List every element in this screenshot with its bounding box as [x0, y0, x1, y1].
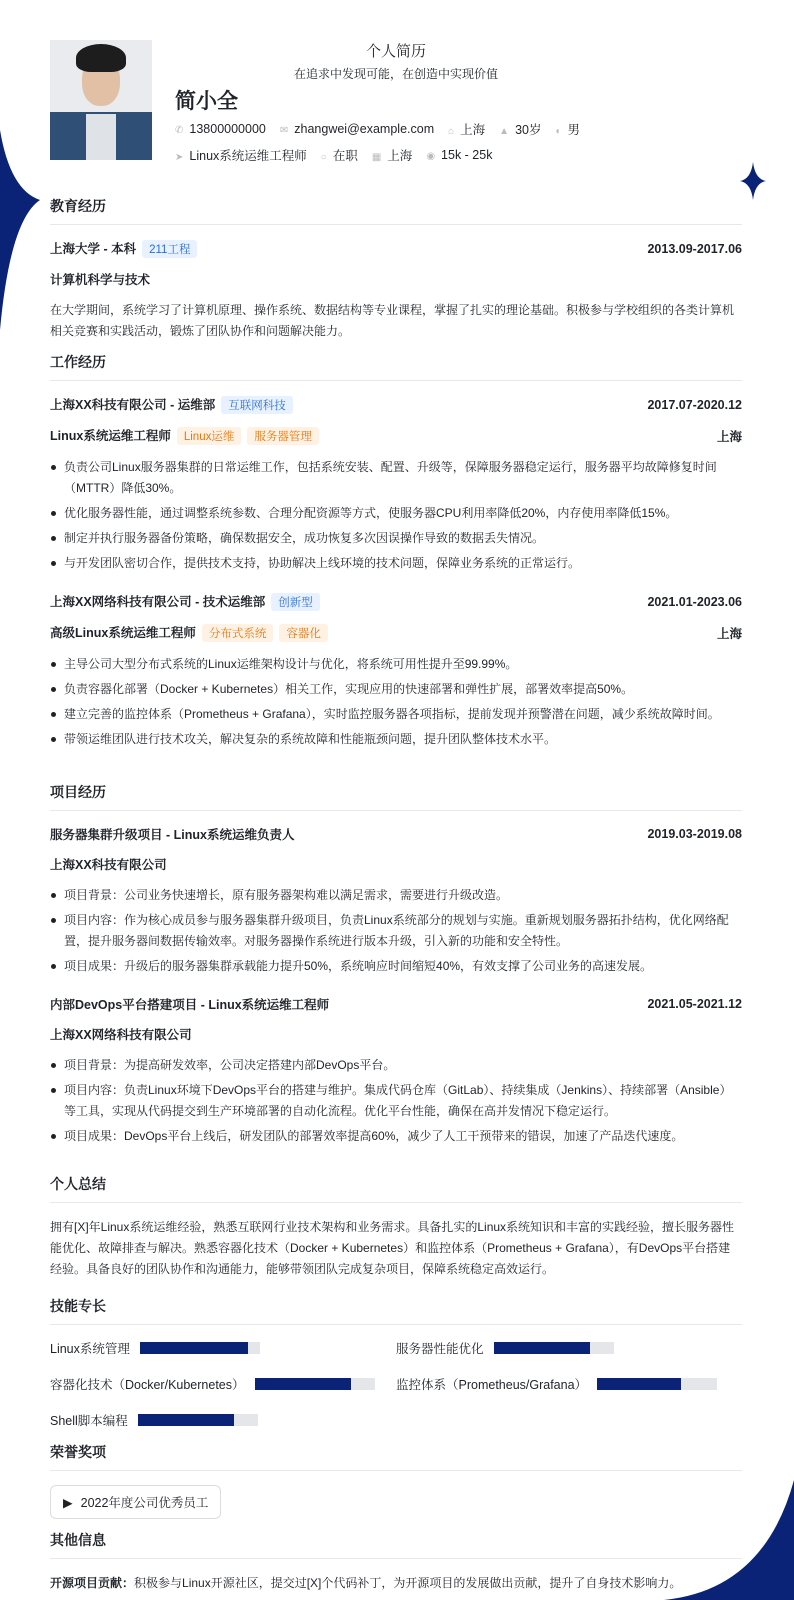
section-title: 工作经历	[50, 352, 742, 381]
skill-tag: 分布式系统	[202, 624, 274, 642]
gender: 男	[567, 123, 581, 137]
resume-subtitle: 在追求中发现可能，在创造中实现价值	[293, 67, 498, 81]
period: 2021.05-2021.12	[647, 997, 742, 1011]
list-item: 项目内容：负责Linux环境下DevOps平台的搭建与维护。集成代码仓库（GitLab）、持续集成（Jenkins）、持续部署（Ansible）等工具，实现从代码提交到生产环境部署的自动化流程。优化平台性能，确保在高并发情况下稳定运行。	[50, 1080, 742, 1122]
skill-tag: 服务器管理	[247, 427, 319, 445]
job-header	[50, 592, 742, 611]
job-city: 上海	[716, 626, 742, 641]
skill-item	[50, 1339, 396, 1357]
section-title: 教育经历	[50, 196, 742, 225]
role: 高级Linux系统运维工程师	[50, 626, 196, 640]
list-item: 负责容器化部署（Docker + Kubernetes）相关工作，实现应用的快速部署和弹性扩展，部署效率提高50%。	[50, 679, 742, 700]
list-item: 带领运维团队进行技术攻关，解决复杂的系统故障和性能瓶颈问题，提升团队整体技术水平。	[50, 729, 742, 750]
email: zhangwei@example.com	[294, 122, 435, 136]
section-title: 技能专长	[50, 1296, 742, 1325]
skill-bar	[255, 1378, 375, 1390]
phone: 13800000000	[189, 122, 266, 136]
job-city: 上海	[716, 429, 742, 444]
job-company-wrap	[50, 592, 320, 611]
triangle-icon: ▶	[63, 1495, 73, 1510]
resume-title: 个人简历	[365, 43, 426, 60]
list-item: 项目内容：作为核心成员参与服务器集群升级项目，负责Linux系统部分的规划与实施。重新规划服务器拓扑结构，优化网络配置，提升服务器间数据传输效率。对服务器操作系统进行版本升级，引入新的功能和安全特性。	[50, 910, 742, 952]
project-header	[50, 995, 742, 1013]
skill-item	[396, 1375, 742, 1393]
skill-bar	[138, 1414, 258, 1426]
city: 上海	[460, 123, 486, 137]
skill-name: Linux系统管理	[50, 1342, 130, 1356]
gender-icon: ◐	[555, 126, 562, 137]
role: Linux系统运维工程师	[50, 429, 171, 443]
target-city: 上海	[387, 149, 413, 163]
list-item: 主导公司大型分布式系统的Linux运维架构设计与优化，将系统可用性提升至99.99%。	[50, 654, 742, 675]
skill-name: 监控体系（Prometheus/Grafana）	[396, 1378, 588, 1392]
skill-bar-fill	[255, 1378, 351, 1390]
skill-name: 容器化技术（Docker/Kubernetes）	[50, 1378, 245, 1392]
role-wrap	[50, 623, 328, 642]
skill-bar-fill	[494, 1342, 590, 1354]
role-wrap	[50, 426, 319, 445]
list-item: 项目成果：升级后的服务器集群承载能力提升50%，系统响应时间缩短40%，有效支撑了公司业务的高速发展。	[50, 956, 742, 977]
job-header	[50, 395, 742, 414]
skill-item	[50, 1375, 396, 1393]
education-section	[50, 196, 742, 342]
job-duties	[50, 457, 742, 574]
list-item: 建立完善的监控体系（Prometheus + Grafana），实时监控服务器各项指标，提前发现并预警潜在问题，减少系统故障时间。	[50, 704, 742, 725]
company-tag: 创新型	[271, 593, 320, 611]
summary-text: 拥有[X]年Linux系统运维经验，熟悉互联网行业技术架构和业务需求。具备扎实的Linux系统知识和丰富的实践经验，擅长服务器性能优化、故障排查与解决。熟悉容器化技术（Docker + Kubernetes）和监控体系（Prometheus + Grafana），有DevOps平台搭建经验。具备良好的团队协作和沟通能力，能够带领团队完成复杂项目，保障系统稳定高效运行。	[50, 1220, 735, 1276]
skill-item	[50, 1411, 396, 1429]
company: 上海XX网络科技有限公司 - 技术运维部	[50, 595, 266, 609]
honor-item[interactable]	[50, 1485, 221, 1519]
project-name: 内部DevOps平台搭建项目 - Linux系统运维工程师	[50, 998, 330, 1012]
major: 计算机科学与技术	[50, 273, 151, 287]
salary: 15k - 25k	[441, 148, 493, 162]
list-item: 优化服务器性能，通过调整系统参数、合理分配资源等方式，使服务器CPU利用率降低20%，内存使用率降低15%。	[50, 503, 742, 524]
status-icon: ○	[320, 152, 327, 163]
skills-section	[50, 1296, 742, 1429]
job-intent	[175, 146, 492, 164]
mail-icon: ✉	[279, 125, 289, 136]
age: 30岁	[515, 123, 542, 137]
other-label: 开源项目贡献：	[50, 1576, 135, 1590]
skill-bar-fill	[138, 1414, 234, 1426]
phone-icon: ✆	[175, 125, 184, 136]
other-text: 积极参与Linux开源社区，提交过[X]个代码补丁，为开源项目的发展做出贡献，提升了自身技术影响力。	[134, 1576, 682, 1590]
decorative-shape	[0, 130, 40, 330]
section-title: 个人总结	[50, 1174, 742, 1203]
education-desc: 在大学期间，系统学习了计算机原理、操作系统、数据结构等专业课程，掌握了扎实的理论基础。积极参与学校组织的各类计算机相关竞赛和实践活动，锻炼了团队协作和问题解决能力。	[50, 303, 735, 338]
skill-tag: Linux运维	[177, 427, 242, 445]
honors-section	[50, 1442, 742, 1519]
candidate-name: 简小全	[175, 90, 238, 113]
skill-item	[396, 1339, 742, 1357]
period: 2021.01-2023.06	[647, 594, 742, 609]
skill-tag: 容器化	[279, 624, 328, 642]
project-company-row	[50, 1025, 742, 1043]
send-icon: ➤	[175, 152, 184, 163]
list-item: 负责公司Linux服务器集群的日常运维工作，包括系统安装、配置、升级等，保障服务器稳定运行，服务器平均故障修复时间（MTTR）降低30%。	[50, 457, 742, 499]
skill-bar	[494, 1342, 614, 1354]
period: 2017.07-2020.12	[647, 397, 742, 412]
project-company: 上海XX科技有限公司	[50, 858, 167, 872]
section-title: 其他信息	[50, 1530, 742, 1559]
summary-section	[50, 1174, 742, 1280]
list-item: 项目背景：为提高研发效率，公司决定搭建内部DevOps平台。	[50, 1055, 742, 1076]
project-header	[50, 825, 742, 843]
project-details	[50, 1055, 742, 1147]
job-duties	[50, 654, 742, 750]
work-section	[50, 352, 742, 768]
project-name: 服务器集群升级项目 - Linux系统运维负责人	[50, 828, 295, 842]
skill-name: 服务器性能优化	[396, 1342, 484, 1356]
job-role-row	[50, 426, 742, 445]
section-title: 荣誉奖项	[50, 1442, 742, 1471]
skill-bar	[140, 1342, 260, 1354]
projects-section	[50, 782, 742, 1165]
school: 上海大学 - 本科	[50, 242, 137, 256]
home-icon: ⌂	[448, 126, 455, 137]
contact-info	[175, 120, 580, 138]
list-item: 项目背景：公司业务快速增长，原有服务器架构难以满足需求，需要进行升级改造。	[50, 885, 742, 906]
sparkle-icon	[740, 162, 766, 200]
skill-bar-fill	[597, 1378, 681, 1390]
job-role-row	[50, 623, 742, 642]
period: 2019.03-2019.08	[647, 827, 742, 841]
job-title: Linux系统运维工程师	[189, 149, 307, 163]
project-details	[50, 885, 742, 977]
company-tag: 互联网科技	[221, 396, 293, 414]
building-icon: ▦	[371, 152, 382, 163]
age-icon: ▲	[499, 126, 510, 137]
job-company-wrap	[50, 395, 293, 414]
section-title: 项目经历	[50, 782, 742, 811]
skill-bar	[597, 1378, 717, 1390]
project-company: 上海XX网络科技有限公司	[50, 1028, 192, 1042]
school-tag: 211工程	[142, 240, 197, 258]
other-section	[50, 1530, 742, 1594]
list-item: 制定并执行服务器备份策略，确保数据安全，成功恢复多次因误操作导致的数据丢失情况。	[50, 528, 742, 549]
skill-bar-fill	[140, 1342, 248, 1354]
salary-icon: ◉	[426, 151, 436, 162]
list-item: 与开发团队密切合作，提供技术支持，协助解决上线环境的技术问题，保障业务系统的正常运行。	[50, 553, 742, 574]
job-status: 在职	[332, 149, 358, 163]
company: 上海XX科技有限公司 - 运维部	[50, 398, 216, 412]
period: 2013.09-2017.06	[647, 241, 742, 256]
project-company-row	[50, 855, 742, 873]
list-item: 项目成果：DevOps平台上线后，研发团队的部署效率提高60%，减少了人工干预带来的错误，加速了产品迭代速度。	[50, 1126, 742, 1147]
honor-label: 2022年度公司优秀员工	[80, 1496, 209, 1510]
skill-name: Shell脚本编程	[50, 1414, 128, 1428]
